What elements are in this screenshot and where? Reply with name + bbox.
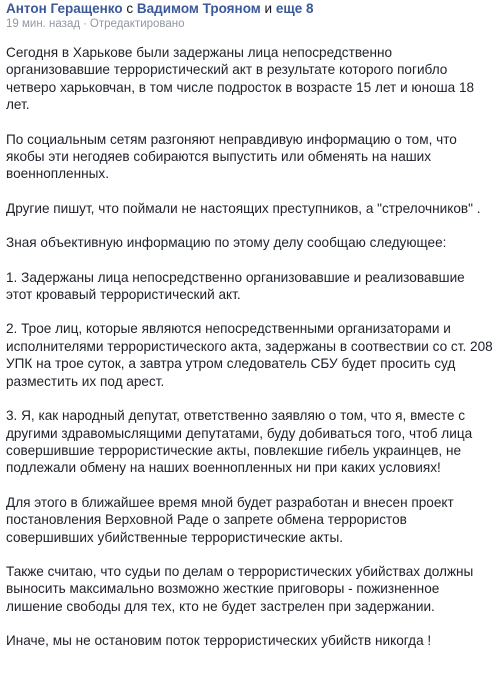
post-paragraph: По социальным сетям разгоняют неправдивую информацию о том, что якобы эти негодяев собираются выпустить или обменять на наших военнопленных. <box>6 131 457 182</box>
post-paragraph: Для этого в ближайшее время мной будет разработан и внесен проект постановления Верховной Раде о запрете обмена террористов совершивших убийственные террористические акты. <box>6 494 454 545</box>
edited-link[interactable]: Отредактировано <box>89 18 185 30</box>
author-link[interactable]: Антон Геращенко <box>6 1 123 16</box>
post-body <box>6 44 494 650</box>
post-paragraph: 2. Трое лиц, которые являются непосредственными организаторами и исполнителями террористического акта, задержаны в соотвествии со ст. 208 УПК на трое суток, а завтра утром следователь СБУ будет просить суд разместить их под арест. <box>6 321 493 389</box>
with-word: с <box>126 1 134 16</box>
timestamp-link[interactable]: 19 мин. назад <box>6 18 81 30</box>
post-paragraph: 3. Я, как народный депутат, ответственно заявляю о том, что я, вместе с другими здравомыслящими депутатами, буду добиваться того, чтоб лица совершившие террористические акты, повлекшие гибель украинцев, не подлежали обмену на наших военнопленных ни при каких условиях! <box>6 408 473 476</box>
post <box>6 0 494 667</box>
others-link[interactable]: еще 8 <box>275 1 314 16</box>
post-paragraph: Зная объективную информацию по этому делу сообщаю следующее: <box>6 235 447 251</box>
post-meta <box>6 17 494 32</box>
post-header <box>6 0 494 17</box>
post-paragraph: Также считаю, что судьи по делам о террористических убийствах должны выносить максимально возможно жесткие приговоры - пожизненное лишение свободы для тех, кто не будет застрелен при задержании. <box>6 563 474 614</box>
and-word: и <box>264 1 273 16</box>
post-paragraph: Сегодня в Харькове были задержаны лица непосредственно организовавшие террористический акт в результате которого погибло четверо харьковчан, в том числе подросток в возрасте 15 лет и юноша 18 лет. <box>6 45 475 113</box>
post-paragraph: Другие пишут, что поймали не настоящих преступников, а "стрелочников" . <box>6 200 481 216</box>
meta-separator: · <box>83 18 87 30</box>
post-paragraph: Иначе, мы не остановим поток террористических убийств никогда ! <box>6 633 432 649</box>
tagged-person-link[interactable]: Вадимом Трояном <box>136 1 261 16</box>
post-paragraph: 1. Задержаны лица непосредственно организовавшие и реализовавшие этот кровавый террористический акт. <box>6 269 465 303</box>
